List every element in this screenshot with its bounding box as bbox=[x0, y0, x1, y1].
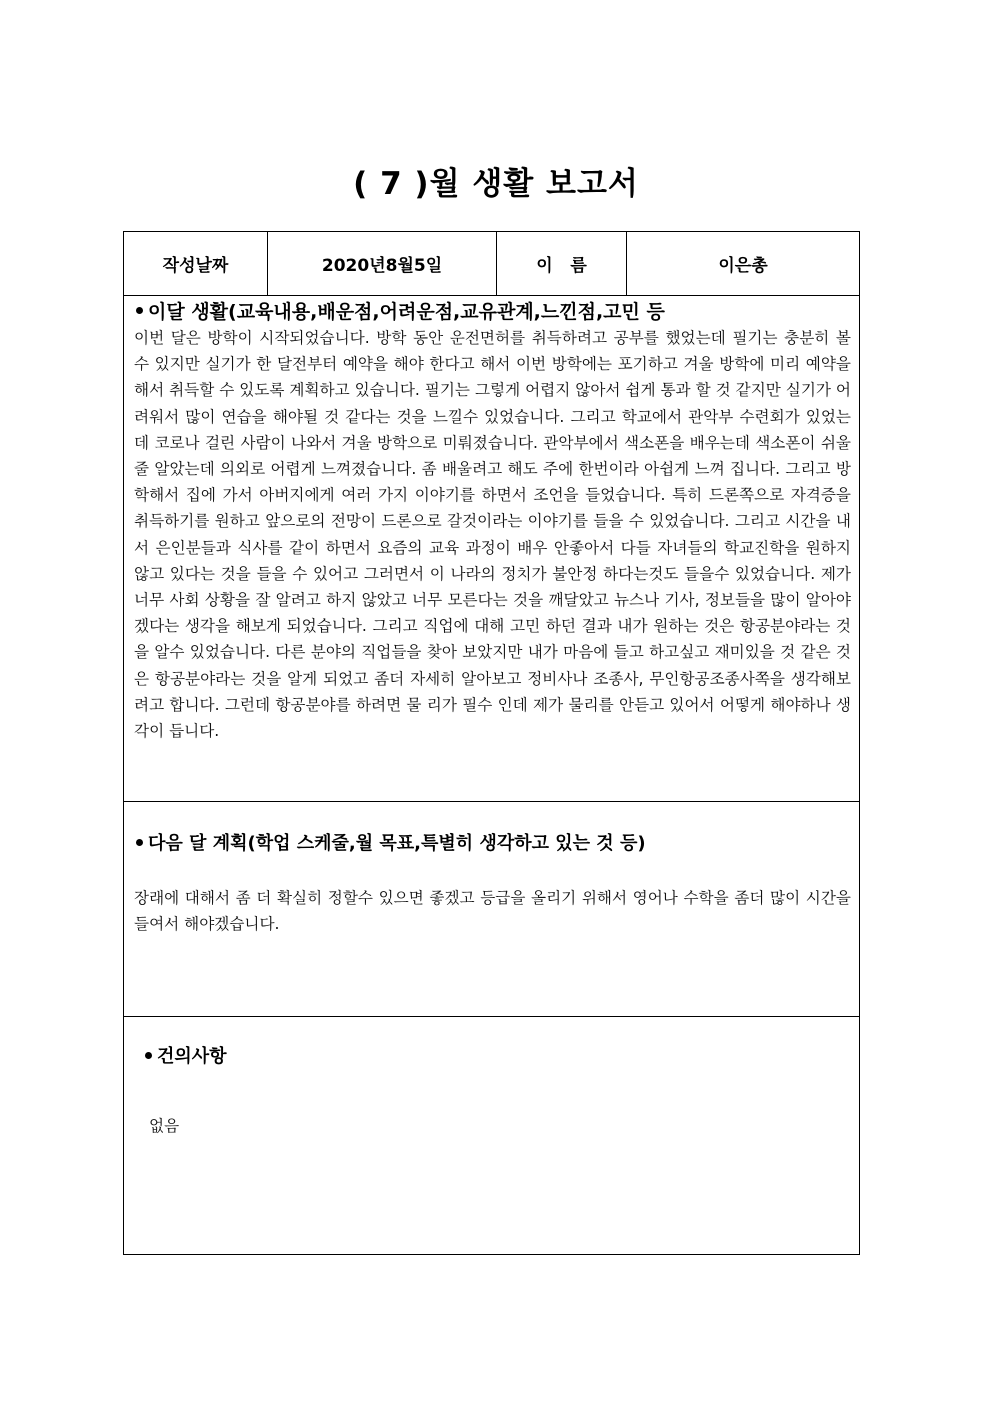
date-value: 2020년8월5일 bbox=[268, 232, 497, 295]
report-table bbox=[123, 231, 860, 1255]
date-label: 작성날짜 bbox=[124, 232, 268, 295]
next-month-plan-heading bbox=[136, 827, 646, 857]
bullet-icon bbox=[145, 1052, 152, 1059]
info-row bbox=[124, 232, 859, 296]
bullet-icon bbox=[136, 307, 143, 314]
monthly-life-section bbox=[124, 295, 859, 802]
name-label: 이 름 bbox=[497, 232, 627, 295]
next-month-plan-heading-text: 다음 달 계획(학업 스케줄,월 목표,특별히 생각하고 있는 것 등) bbox=[148, 833, 646, 854]
page-title: ( 7 )월 생활 보고서 bbox=[353, 166, 639, 202]
suggestion-section bbox=[124, 1017, 859, 1254]
monthly-life-body: 이번 달은 방학이 시작되었습니다. 방학 동안 운전면허를 취득하려고 공부를 했었는데 필기는 충분히 볼 수 있지만 실기가 한 달전부터 예약을 해야 한다고 해서 이번 방학에는 포기하고 겨울 방학에 미리 예약을 해서 취득할 수 있도록 계획하고 있습니다. 필기는 그렇게 어렵지 않아서 쉽게 통과 할 것 같지만 실기가 어려워서 많이 연습을 해야될 것 같다는 것을 느낄수 있었습니다. 그리고 학교에서 관악부 수련회가 있었는데 코로나 걸린 사람이 나와서 겨울 방학으로 미뤄졌습니다. 관악부에서 색소폰을 배우는데 색소폰이 쉬울줄 알았는데 의외로 어렵게 느껴졌습니다. 좀 배울려고 해도 주에 한번이라 아쉽게 느껴 집니다. 그리고 방학해서 집에 가서 아버지에게 여러 가지 이야기를 하면서 조언을 들었습니다. 특히 드론쪽으로 자격증을 취득하기를 원하고 앞으로의 전망이 드론으로 갈것이라는 이야기를 들을 수 있었습니다. 그리고 시간을 내서 은인분들과 식사를 같이 하면서 요즘의 교육 과정이 배우 안좋아서 다들 자녀들의 학교진학을 원하지 않고 있다는 것을 들을 수 있어고 그러면서 이 나라의 정치가 불안정 하다는것도 들을수 있었습니다. 제가 너무 사회 상황을 잘 알려고 하지 않았고 너무 모른다는 것을 깨달았고 뉴스나 기사, 정보들을 많이 알아야겠다는 생각을 해보게 되었습니다. 그리고 직업에 대해 고민 하던 결과 내가 원하는 것은 항공분야라는 것을 알수 있었습니다. 다른 분야의 직업들을 찾아 보았지만 내가 마음에 들고 하고싶고 재미있을 것 같은 것은 항공분야라는 것을 알게 되었고 좀더 자세히 알아보고 정비사나 조종사, 무인항공조종사쪽을 생각해보려고 합니다. 그런데 항공분야를 하려면 물 리가 필수 인데 제가 물리를 안듣고 있어서 어떻게 해야하나 생각이 듭니다. bbox=[134, 329, 851, 741]
suggestion-body: 없음 bbox=[149, 1117, 180, 1135]
bullet-icon bbox=[136, 839, 143, 846]
next-month-plan-body: 장래에 대해서 좀 더 확실히 정할수 있으면 좋겠고 등급을 올리기 위해서 영어나 수학을 좀더 많이 시간을 들여서 해야겠습니다. bbox=[134, 889, 851, 934]
next-month-plan-section bbox=[124, 802, 859, 1017]
name-value: 이은총 bbox=[718, 256, 768, 276]
suggestion-heading bbox=[145, 1040, 227, 1070]
suggestion-heading-text: 건의사항 bbox=[157, 1046, 227, 1067]
monthly-life-heading-text: 이달 생활(교육내용,배운점,어려운점,교유관계,느낀점,고민 등 bbox=[148, 300, 665, 323]
monthly-life-heading bbox=[136, 295, 665, 325]
